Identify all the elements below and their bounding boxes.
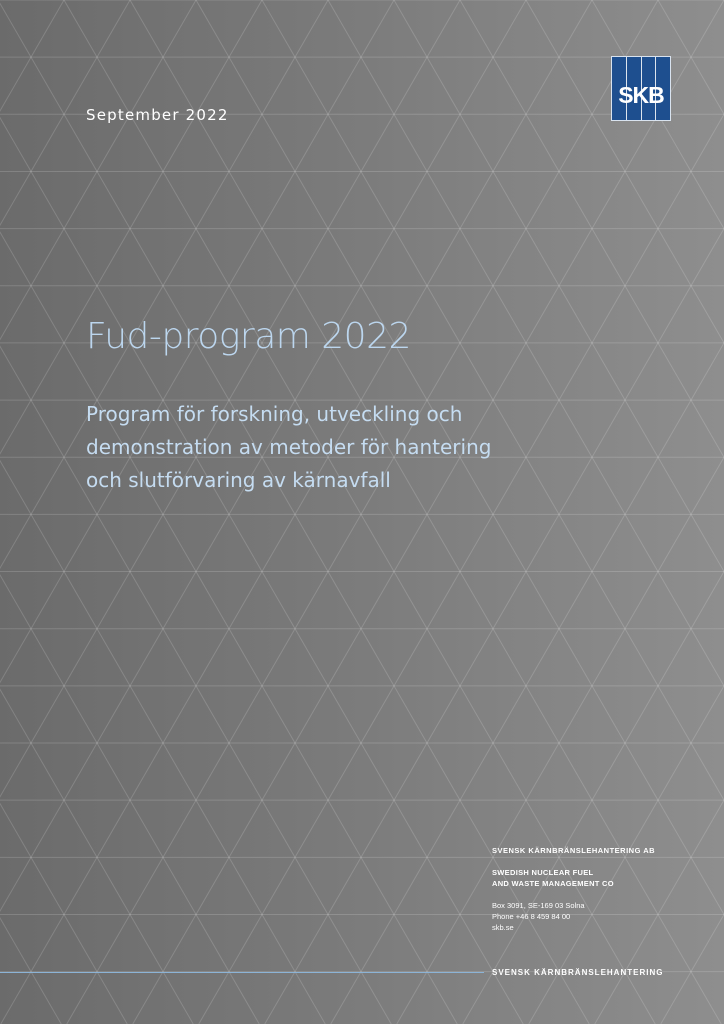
company-info (492, 845, 712, 933)
skb-logo-text: SKB (618, 82, 664, 108)
publication-date: September 2022 (86, 106, 229, 124)
company-website: skb.se (492, 923, 514, 932)
report-title: Fud-program 2022 (86, 316, 411, 357)
company-name-sv: SVENSK KÄRNBRÄNSLEHANTERING AB (492, 846, 656, 855)
report-subtitle (86, 398, 586, 497)
subtitle-line: och slutförvaring av kärnavfall (86, 468, 391, 492)
company-address: Box 3091, SE-169 03 Solna (492, 901, 585, 910)
skb-logo (611, 56, 671, 121)
footer-rule (0, 972, 484, 973)
footer-company-name: SVENSK KÄRNBRÄNSLEHANTERING (492, 968, 664, 977)
subtitle-line: Program för forskning, utveckling och (86, 402, 463, 426)
company-name-en (492, 867, 712, 889)
subtitle-line: demonstration av metoder för hantering (86, 435, 492, 459)
company-name-en-line: AND WASTE MANAGEMENT CO (492, 879, 614, 888)
company-name-en-line: SWEDISH NUCLEAR FUEL (492, 868, 594, 877)
company-phone: Phone +46 8 459 84 00 (492, 912, 571, 921)
company-contact (492, 900, 712, 933)
